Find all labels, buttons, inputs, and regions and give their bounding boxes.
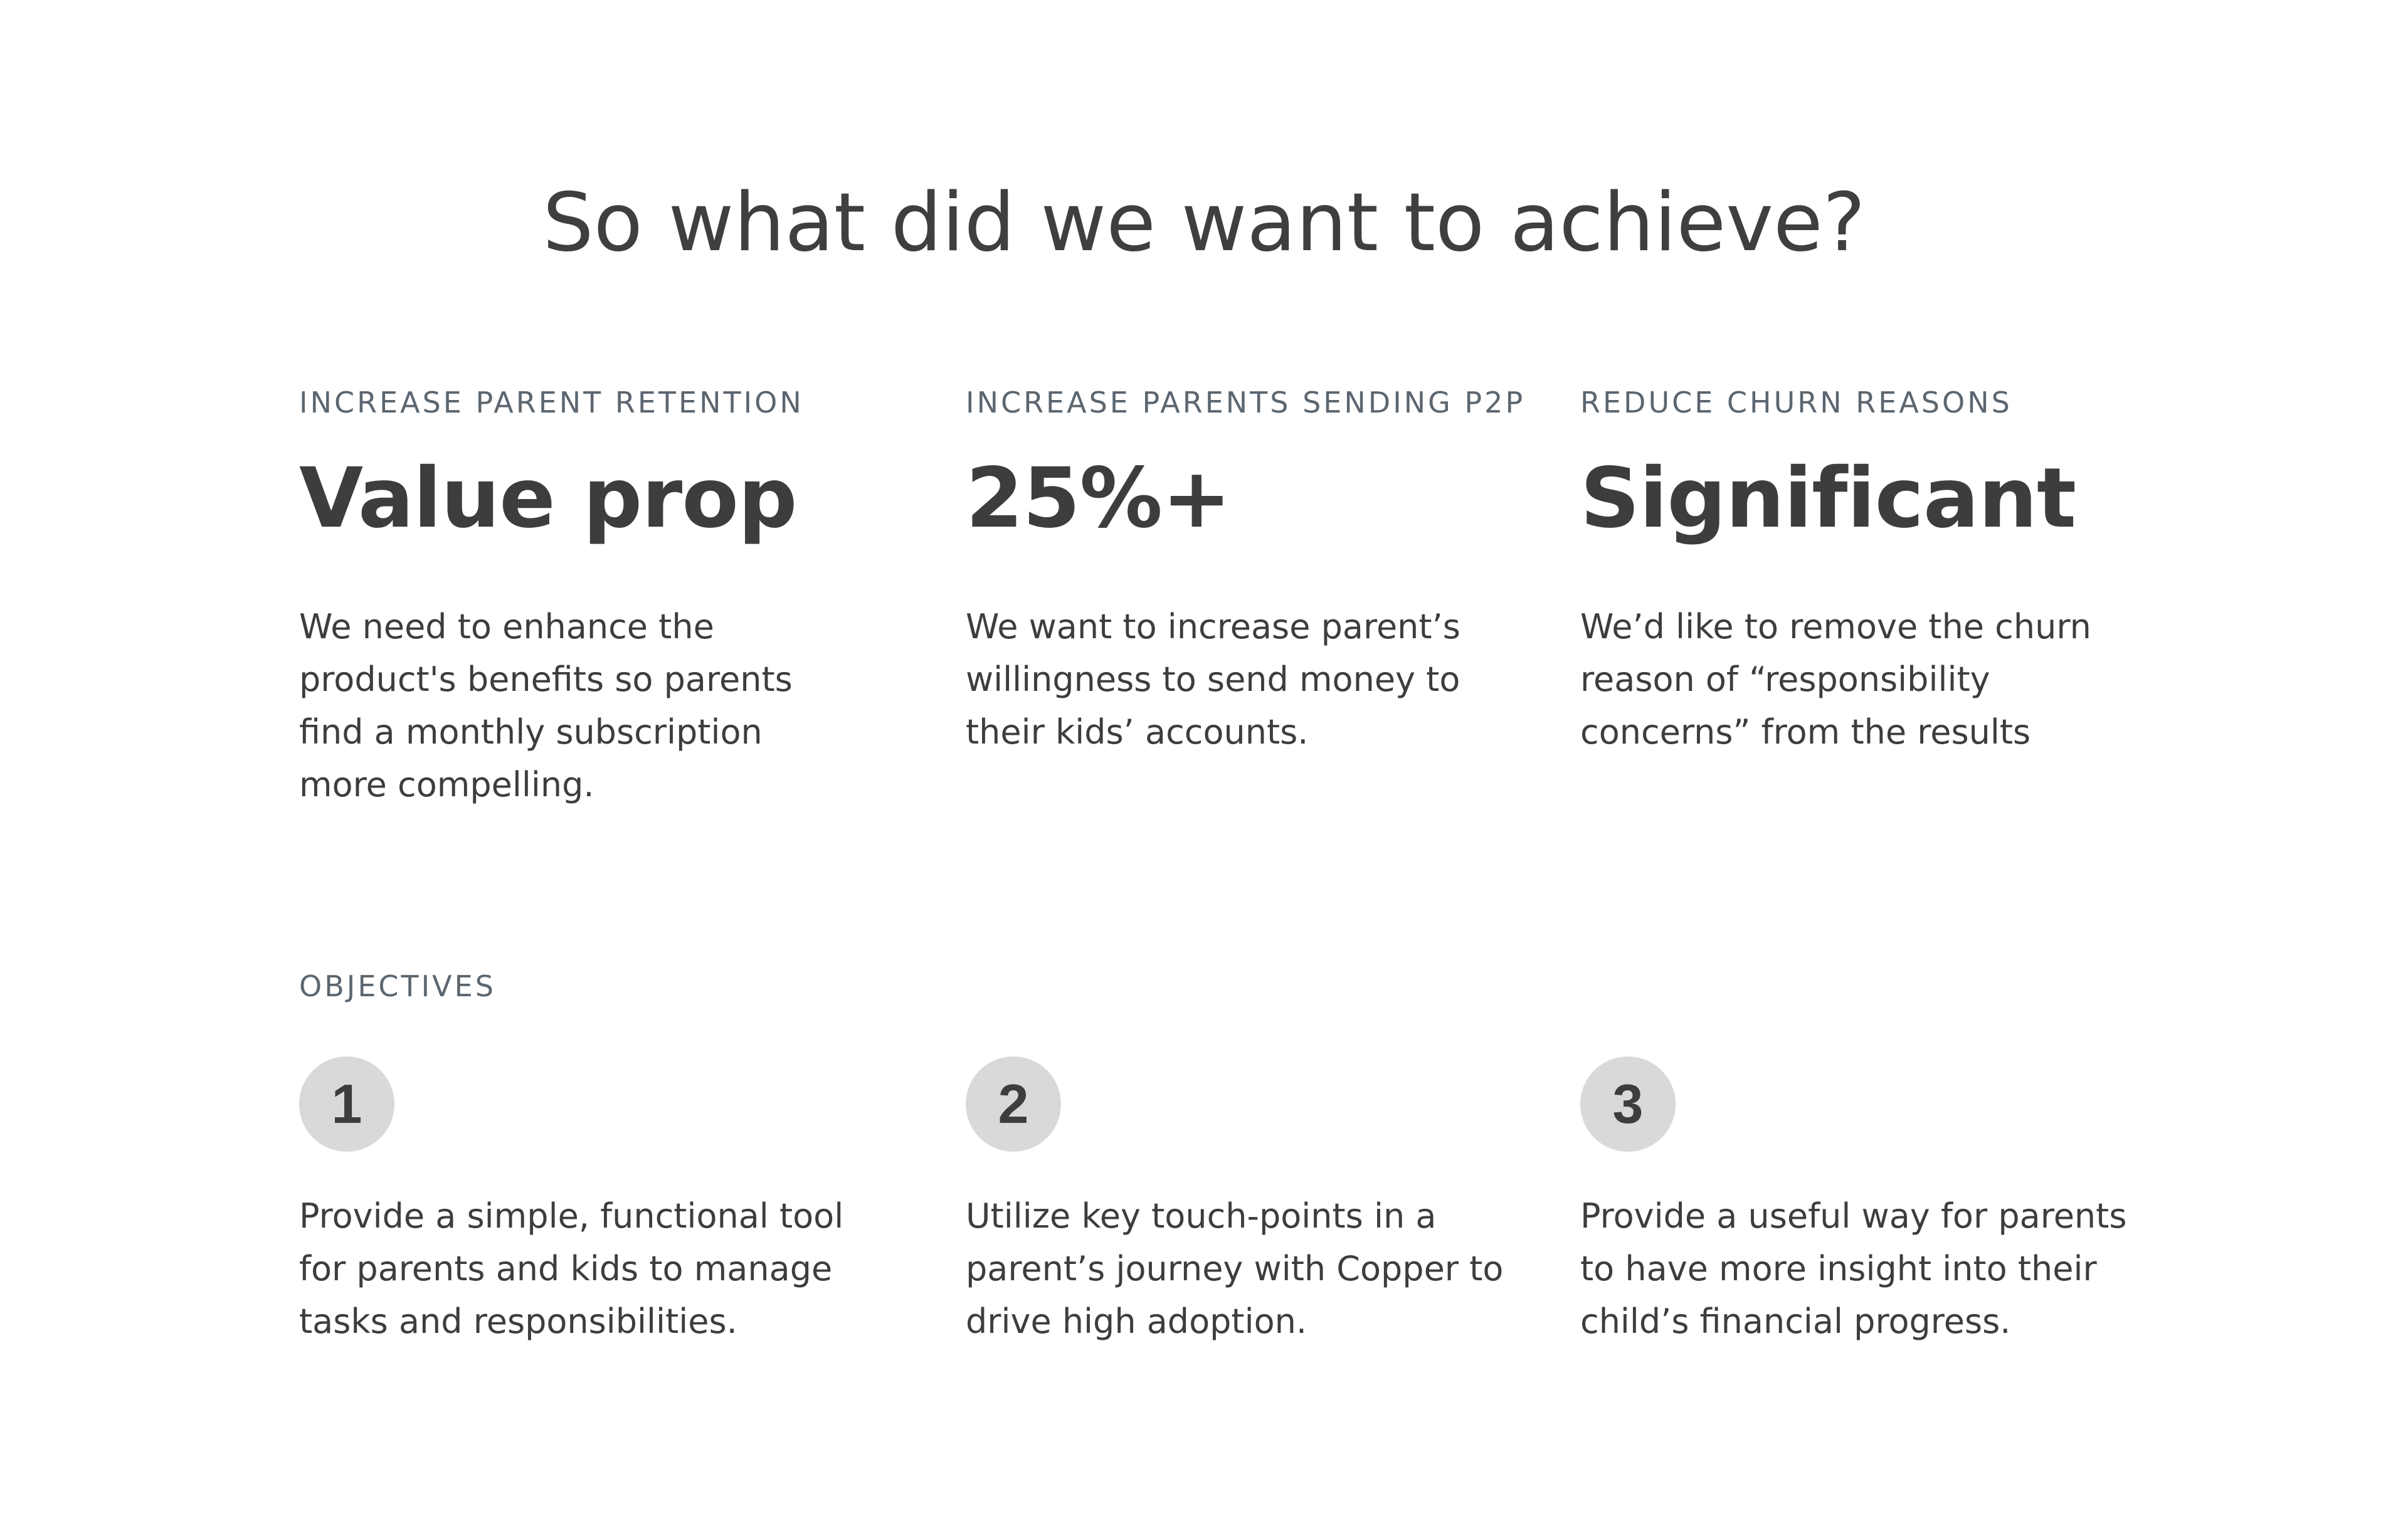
goal-metric-retention: Value prop: [299, 450, 797, 547]
goal-description-retention: We need to enhance the product's benefits so parents find a monthly subscription more compelling.: [299, 607, 793, 804]
objective-description: Utilize key touch-points in a parent’s journey with Copper to drive high adoption.: [966, 1196, 1504, 1341]
goal-description-churn: We’d like to remove the churn reason of “responsibility concerns” from the results: [1580, 607, 2091, 752]
goal-eyebrow-retention: INCREASE PARENT RETENTION: [299, 386, 804, 419]
goal-description-p2p: We want to increase parent’s willingness to send money to their kids’ accounts.: [966, 607, 1460, 752]
goal-eyebrow-churn: REDUCE CHURN REASONS: [1580, 386, 2012, 419]
objectives-label: OBJECTIVES: [299, 969, 496, 1003]
goal-metric-p2p: 25%+: [966, 450, 1231, 547]
goal-metric-churn: Significant: [1580, 450, 2076, 547]
goal-eyebrow-p2p: INCREASE PARENTS SENDING P2P: [966, 386, 1526, 419]
objective-description: Provide a useful way for parents to have more insight into their child’s financial progress.: [1580, 1196, 2127, 1341]
page-title: So what did we want to achieve?: [542, 176, 1866, 270]
objective-number-badge: 1: [299, 1056, 394, 1152]
objective-number-badge: 3: [1580, 1056, 1676, 1152]
objective-description: Provide a simple, functional tool for parents and kids to manage tasks and responsibilities.: [299, 1196, 844, 1341]
objective-number-badge: 2: [966, 1056, 1061, 1152]
